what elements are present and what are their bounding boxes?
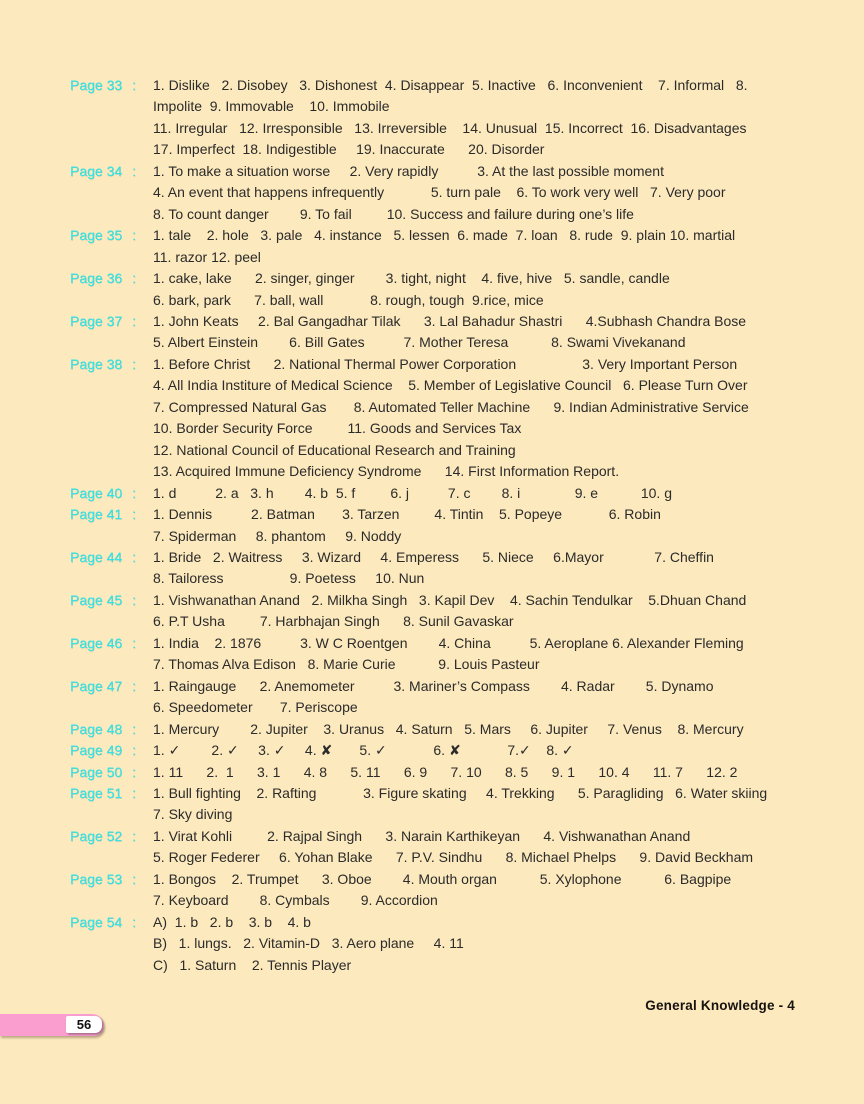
page-label-colon: : bbox=[132, 312, 136, 329]
page-number: 56 bbox=[66, 1016, 102, 1033]
page-label-colon: : bbox=[132, 77, 136, 93]
book-footer-title: General Knowledge - 4 bbox=[645, 998, 795, 1013]
answer-row bbox=[70, 633, 804, 676]
page-label-colon: : bbox=[132, 591, 136, 608]
page-label-colon: : bbox=[132, 355, 136, 372]
page-label bbox=[70, 483, 136, 504]
answer-row bbox=[70, 740, 804, 761]
page-label bbox=[70, 311, 136, 332]
answer-line: 1. Raingauge 2. Anemometer 3. Mariner’s Compass 4. Radar 5. Dynamo bbox=[153, 677, 714, 694]
page-label-text: Page 49 bbox=[70, 742, 123, 759]
page-label-colon: : bbox=[132, 548, 136, 565]
answer-line: 1. Mercury 2. Jupiter 3. Uranus 4. Saturn 5. Mars 6. Jupiter 7. Venus 8. Mercury bbox=[153, 720, 744, 737]
answer-row bbox=[70, 504, 804, 547]
page-label bbox=[70, 590, 136, 611]
page-label bbox=[70, 762, 136, 783]
answer-line: 8. Tailoress 9. Poetess 10. Nun bbox=[153, 570, 425, 587]
page-label bbox=[70, 869, 136, 890]
page-label-colon: : bbox=[132, 784, 136, 801]
answer-lines bbox=[153, 504, 804, 547]
page-label bbox=[70, 783, 136, 804]
page-label-colon: : bbox=[132, 742, 136, 759]
answer-line: 4. An event that happens infrequently 5. turn pale 6. To work very well 7. Very poor bbox=[153, 184, 726, 201]
page-label-colon: : bbox=[132, 827, 136, 844]
answer-line: 17. Imperfect 18. Indigestible 19. Inaccurate 20. Disorder bbox=[153, 141, 545, 158]
answer-line: 1. Vishwanathan Anand 2. Milkha Singh 3. Kapil Dev 4. Sachin Tendulkar 5.Dhuan Chand bbox=[153, 591, 747, 608]
answer-line: C) 1. Saturn 2. Tennis Player bbox=[153, 956, 352, 973]
answer-row bbox=[70, 161, 804, 225]
page-label bbox=[70, 75, 136, 96]
answer-lines bbox=[153, 268, 804, 311]
answer-lines bbox=[153, 740, 804, 761]
answer-row bbox=[70, 483, 804, 504]
page-label-colon: : bbox=[132, 870, 136, 887]
page-label bbox=[70, 676, 136, 697]
answer-row bbox=[70, 869, 804, 912]
answer-line: 1. To make a situation worse 2. Very rapidly 3. At the last possible moment bbox=[153, 162, 664, 179]
answer-lines bbox=[153, 311, 804, 354]
answer-line: 11. Irregular 12. Irresponsible 13. Irreversible 14. Unusual 15. Incorrect 16. Disadvantages bbox=[153, 119, 747, 136]
page-label-text: Page 40 bbox=[70, 484, 123, 501]
answer-lines bbox=[153, 483, 804, 504]
page-label bbox=[70, 633, 136, 654]
answer-line: 1. India 2. 1876 3. W C Roentgen 4. China 5. Aeroplane 6. Alexander Fleming bbox=[153, 634, 744, 651]
answer-line: 13. Acquired Immune Deficiency Syndrome 14. First Information Report. bbox=[153, 463, 620, 480]
answer-lines bbox=[153, 869, 804, 912]
answer-lines bbox=[153, 912, 804, 976]
answer-line: B) 1. lungs. 2. Vitamin-D 3. Aero plane 4. 11 bbox=[153, 935, 464, 952]
page-label-colon: : bbox=[132, 677, 136, 694]
answer-row bbox=[70, 311, 804, 354]
page-label-text: Page 52 bbox=[70, 827, 123, 844]
page-label bbox=[70, 161, 136, 182]
answer-line: 1. Before Christ 2. National Thermal Power Corporation 3. Very Important Person bbox=[153, 355, 738, 372]
answer-lines bbox=[153, 762, 804, 783]
page-label-text: Page 34 bbox=[70, 162, 123, 179]
answer-lines bbox=[153, 719, 804, 740]
answer-line: 7. Thomas Alva Edison 8. Marie Curie 9. Louis Pasteur bbox=[153, 656, 540, 673]
answer-lines bbox=[153, 75, 804, 161]
answer-line: 6. Speedometer 7. Periscope bbox=[153, 699, 358, 716]
answer-lines bbox=[153, 676, 804, 719]
answer-line: 6. P.T Usha 7. Harbhajan Singh 8. Sunil Gavaskar bbox=[153, 613, 514, 630]
page-label bbox=[70, 268, 136, 289]
answer-row bbox=[70, 75, 804, 161]
page-label bbox=[70, 826, 136, 847]
page-label-colon: : bbox=[132, 913, 136, 930]
answer-line: 12. National Council of Educational Research and Training bbox=[153, 441, 516, 458]
answer-row bbox=[70, 912, 804, 976]
answer-lines bbox=[153, 225, 804, 268]
page-label bbox=[70, 504, 136, 525]
page-label-text: Page 44 bbox=[70, 548, 123, 565]
page-label-text: Page 46 bbox=[70, 634, 123, 651]
answer-line: 1. Virat Kohli 2. Rajpal Singh 3. Narain Karthikeyan 4. Vishwanathan Anand bbox=[153, 827, 691, 844]
page-label-text: Page 33 bbox=[70, 77, 123, 93]
answer-line: 1. Bull fighting 2. Rafting 3. Figure skating 4. Trekking 5. Paragliding 6. Water skiing bbox=[153, 784, 768, 801]
answer-row bbox=[70, 225, 804, 268]
answer-line: 5. Roger Federer 6. Yohan Blake 7. P.V. Sindhu 8. Michael Phelps 9. David Beckham bbox=[153, 849, 754, 866]
page-label-text: Page 35 bbox=[70, 227, 123, 244]
page-label-colon: : bbox=[132, 720, 136, 737]
answer-row bbox=[70, 783, 804, 826]
answer-row bbox=[70, 354, 804, 483]
answer-row bbox=[70, 762, 804, 783]
page-label-text: Page 37 bbox=[70, 312, 123, 329]
page-label bbox=[70, 547, 136, 568]
answer-line: 1. Dislike 2. Disobey 3. Dishonest 4. Disappear 5. Inactive 6. Inconvenient 7. Informal 8. bbox=[153, 77, 748, 93]
page-label bbox=[70, 912, 136, 933]
answer-lines bbox=[153, 826, 804, 869]
answer-lines bbox=[153, 783, 804, 826]
page-label-colon: : bbox=[132, 763, 136, 780]
answer-line: 1. ✓ 2. ✓ 3. ✓ 4. ✘ 5. ✓ 6. ✘ 7.✓ 8. ✓ bbox=[153, 742, 574, 759]
answer-lines bbox=[153, 161, 804, 225]
answer-line: 1. Bride 2. Waitress 3. Wizard 4. Emperess 5. Niece 6.Mayor 7. Cheffin bbox=[153, 548, 714, 565]
answer-line: 1. Dennis 2. Batman 3. Tarzen 4. Tintin 5. Popeye 6. Robin bbox=[153, 506, 661, 523]
page-label-colon: : bbox=[132, 270, 136, 287]
answer-line: 4. All India Institure of Medical Science 5. Member of Legislative Council 6. Please Turn Over bbox=[153, 377, 748, 394]
answer-line: 6. bark, park 7. ball, wall 8. rough, tough 9.rice, mice bbox=[153, 291, 544, 308]
page-label-colon: : bbox=[132, 506, 136, 523]
answer-line: 7. Keyboard 8. Cymbals 9. Accordion bbox=[153, 892, 438, 909]
page-label-text: Page 50 bbox=[70, 763, 123, 780]
answer-key-list bbox=[70, 75, 804, 976]
page-label bbox=[70, 225, 136, 246]
page-label-colon: : bbox=[132, 162, 136, 179]
answer-line: 11. razor 12. peel bbox=[153, 248, 261, 265]
page-label-text: Page 47 bbox=[70, 677, 123, 694]
answer-row bbox=[70, 268, 804, 311]
answer-line: Impolite 9. Immovable 10. Immobile bbox=[153, 98, 390, 115]
page-label-colon: : bbox=[132, 227, 136, 244]
answer-lines bbox=[153, 590, 804, 633]
page-label-text: Page 54 bbox=[70, 913, 123, 930]
page-label-colon: : bbox=[132, 484, 136, 501]
answer-row bbox=[70, 547, 804, 590]
answer-lines bbox=[153, 633, 804, 676]
answer-line: 7. Spiderman 8. phantom 9. Noddy bbox=[153, 527, 402, 544]
answer-line: 7. Compressed Natural Gas 8. Automated Teller Machine 9. Indian Administrative Service bbox=[153, 398, 749, 415]
answer-line: 5. Albert Einstein 6. Bill Gates 7. Mother Teresa 8. Swami Vivekanand bbox=[153, 334, 686, 351]
page-label-text: Page 36 bbox=[70, 270, 123, 287]
page-label bbox=[70, 740, 136, 761]
answer-row bbox=[70, 719, 804, 740]
page-label-colon: : bbox=[132, 634, 136, 651]
page-label-text: Page 45 bbox=[70, 591, 123, 608]
answer-line: 8. To count danger 9. To fail 10. Success and failure during one’s life bbox=[153, 205, 634, 222]
answer-line: 1. cake, lake 2. singer, ginger 3. tight, night 4. five, hive 5. sandle, candle bbox=[153, 270, 670, 287]
page-label-text: Page 38 bbox=[70, 355, 123, 372]
answer-line: 1. tale 2. hole 3. pale 4. instance 5. lessen 6. made 7. loan 8. rude 9. plain 10. martial bbox=[153, 227, 736, 244]
answer-line: A) 1. b 2. b 3. b 4. b bbox=[153, 913, 311, 930]
answer-lines bbox=[153, 354, 804, 483]
answer-row bbox=[70, 676, 804, 719]
answer-line: 10. Border Security Force 11. Goods and Services Tax bbox=[153, 420, 522, 437]
answer-line: 1. John Keats 2. Bal Gangadhar Tilak 3. Lal Bahadur Shastri 4.Subhash Chandra Bose bbox=[153, 312, 747, 329]
answer-line: 1. 11 2. 1 3. 1 4. 8 5. 11 6. 9 7. 10 8. 5 9. 1 10. 4 11. 7 12. 2 bbox=[153, 763, 738, 780]
page-number-tab bbox=[0, 1014, 104, 1036]
answer-row bbox=[70, 826, 804, 869]
page-label-text: Page 41 bbox=[70, 506, 123, 523]
page-label bbox=[70, 719, 136, 740]
page-label-text: Page 51 bbox=[70, 784, 123, 801]
answer-line: 1. Bongos 2. Trumpet 3. Oboe 4. Mouth organ 5. Xylophone 6. Bagpipe bbox=[153, 870, 732, 887]
answer-row bbox=[70, 590, 804, 633]
page-label bbox=[70, 354, 136, 375]
page-label-text: Page 53 bbox=[70, 870, 123, 887]
answer-line: 1. d 2. a 3. h 4. b 5. f 6. j 7. c 8. i 9. e 10. g bbox=[153, 484, 672, 501]
answer-lines bbox=[153, 547, 804, 590]
page-label-text: Page 48 bbox=[70, 720, 123, 737]
answer-line: 7. Sky diving bbox=[153, 806, 233, 823]
